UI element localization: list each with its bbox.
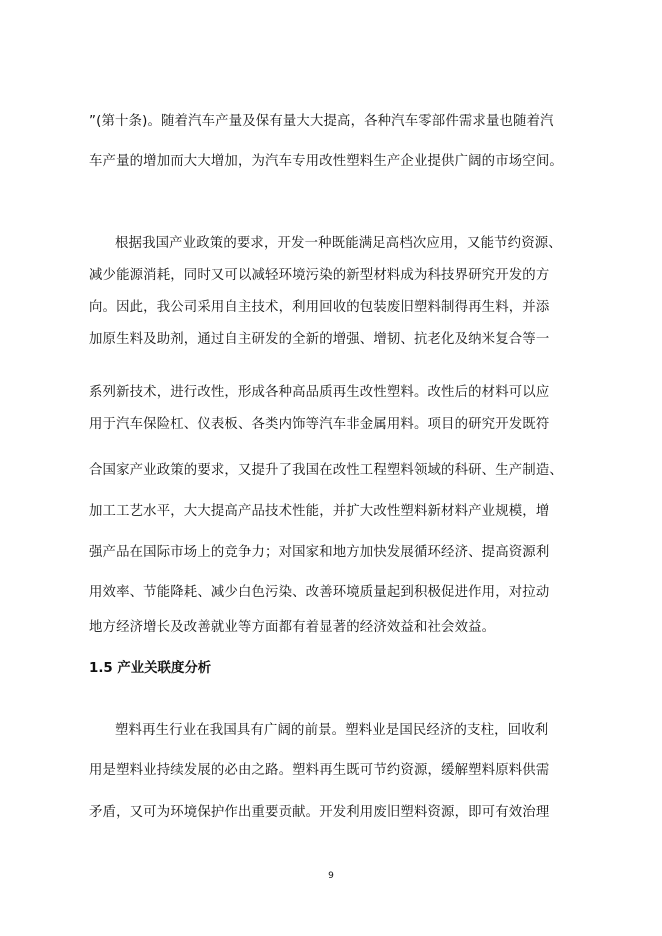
page-number: 9 <box>328 871 334 881</box>
paragraph-2-line-11: 地方经济增长及改善就业等方面都有着显著的经济效益和社会效益。 <box>89 620 496 635</box>
paragraph-2-line-9: 强产品在国际市场上的竞争力；对国家和地方加快发展循环经济、提高资源利 <box>89 545 550 560</box>
section-heading: 1.5 产业关联度分析 <box>89 661 212 676</box>
paragraph-2-line-1: 根据我国产业政策的要求，开发一种既能满足高档次应用，又能节约资源、 <box>115 236 562 251</box>
paragraph-3-line-1: 塑料再生行业在我国具有广阔的前景。塑料业是国民经济的支柱，回收利 <box>115 723 549 738</box>
paragraph-2-line-6: 用于汽车保险杠、仪表板、各类内饰等汽车非金属用料。项目的研究开发既符 <box>89 417 550 432</box>
paragraph-1-line-1: ”(第十条)。随着汽车产量及保有量大大提高，各种汽车零部件需求量也随着汽 <box>89 114 554 129</box>
paragraph-2-line-4: 加原生料及助剂，通过自主研发的全新的增强、增韧、抗老化及纳米复合等一 <box>89 332 550 347</box>
paragraph-2-line-2: 减少能源消耗，同时又可以减轻环境污染的新型材料成为科技界研究开发的方 <box>89 268 550 283</box>
paragraph-2-line-5: 系列新技术，进行改性，形成各种高品质再生改性塑料。改性后的材料可以应 <box>89 385 550 400</box>
paragraph-2-line-10: 用效率、节能降耗、减少白色污染、改善环境质量起到积极促进作用，对拉动 <box>89 585 550 600</box>
paragraph-3-line-3: 矛盾，又可为环境保护作出重要贡献。开发利用废旧塑料资源，即可有效治理 <box>89 805 550 820</box>
paragraph-3-line-2: 用是塑料业持续发展的必由之路。塑料再生既可节约资源，缓解塑料原料供需 <box>89 763 550 778</box>
paragraph-2-line-8: 加工工艺水平，大大提高产品技术性能，并扩大改性塑料新材料产业规模，增 <box>89 504 550 519</box>
paragraph-2-line-3: 向。因此，我公司采用自主技术，利用回收的包装废旧塑料制得再生料，并添 <box>89 300 550 315</box>
paragraph-2-line-7: 合国家产业政策的要求，又提升了我国在改性工程塑料领域的科研、生产制造、 <box>89 463 563 478</box>
paragraph-1-line-2: 车产量的增加而大大增加，为汽车专用改性塑料生产企业提供广阔的市场空间。 <box>89 154 563 169</box>
